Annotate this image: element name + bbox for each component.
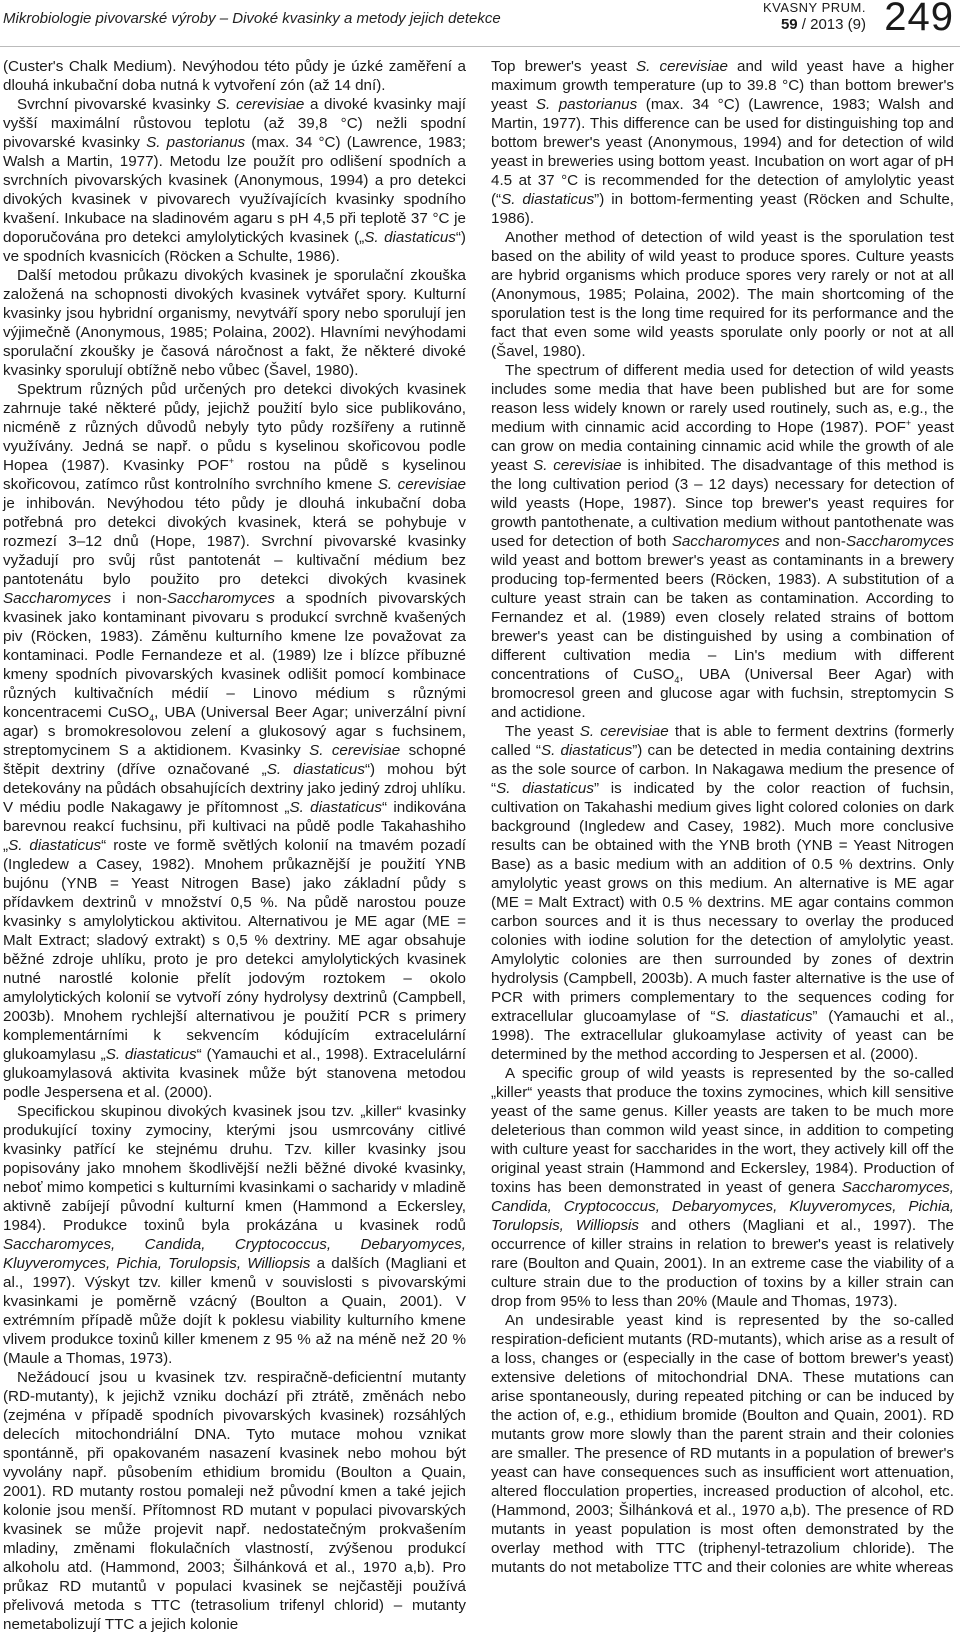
paragraph: Svrchní pivovarské kvasinky S. cerevisiae a divoké kvasinky mají vyšší maximální růstovou teplotu (až 39,8 °C) nežli spodní pivovarské kvasinky S. pastorianus (max. 34 °C) (Lawrence, 1983; Walsh a Martin, 1977). Metodu lze použít pro odlišení spodních a svrchních pivovarských kvasinek (Anonymous, 1994) a pro detekci divokých kvasinek v pivovarech využívajících kvasinky spodního kvašení. Inkubace na sladinovém agaru s pH 4,5 při teplotě 37 °C je doporučována pro detekci amylolytických kvasinek („S. diastaticus“) ve spodních kvasnicích (Röcken a Schulte, 1986).: [3, 96, 466, 265]
paragraph: Další metodou průkazu divokých kvasinek je sporulační zkouška založená na schopnosti divokých kvasinek vytvářet spory. Kulturní kvasinky jsou hybridní organismy, nevytváří spory nebo sporulují jen výjimečně (Anonymous, 1985; Polaina, 2002). Hlavními nevýhodami sporulační zkoušky je časová náročnost a fakt, že některé divoké kvasinky sporulují obtížně nebo vůbec (Šavel, 1980).: [3, 267, 466, 379]
issue-year: / 2013 (9): [797, 16, 866, 33]
paragraph: Specifickou skupinou divokých kvasinek jsou tzv. „killer“ kvasinky produkující toxiny zymociny, kterými jsou usmrcovány citlivé kvasinky patřící ke stejnému druhu. Tzv. killer kvasinky jsou popisovány jako mnohem škodlivější nežli běžné divoké kvasinky, neboť mimo kompetici s kulturními kvasinkami o sacharidy v mladině aktivně zabíjejí původní kulturní kmen (Hammond a Eckersley, 1984). Produkce toxinů byla prokázána u kvasinek rodů Saccharomyces, Candida, Cryptococcus, Debaryomyces, Kluyveromyces, Pichia, Torulopsis, Williopsis a dalších (Magliani et al., 1997). Výskyt tzv. killer kmenů v souvislosti s pivovarskými kvasinkami je poměrně vzácný (Boulton a Quain, 2001). V extrémním případě může dojít k poklesu viability kulturního kmene vlivem produkce toxinů killer kmenem z 95 % až na méně než 20 % (Maule a Thomas, 1973).: [3, 1103, 467, 1367]
paragraph: Top brewer's yeast S. cerevisiae and wild yeast have a higher maximum growth temperature (up to 39.8 °C) than bottom brewer's yeast S. pastorianus (max. 34 °C) (Lawrence, 1983; Walsh and Martin, 1977). This difference can be used for distinguishing top and bottom brewer's yeast (Anonymous, 1994) and for detection of wild yeast in breweries using bottom yeast. Incubation on wort agar of pH 4.5 at 37 °C is recommended for the detection of amylolytic yeast (“S. diastaticus”) in bottom-fermenting yeast (Röcken and Schulte, 1986).: [491, 58, 954, 227]
czech-column: [3, 57, 466, 1634]
journal-name: KVASNY PRUM.: [762, 0, 866, 15]
paragraph: The yeast S. cerevisiae that is able to ferment dextrins (formerly called “S. diastaticus”) can be detected in media containing dextrins as the sole source of carbon. In Nakagawa medium the presence of “S. diastaticus” is indicated by the color reaction of fuchsin, cultivation on Takahashi medium gives light colored colonies on dark background (Ingledew and Casey, 1982). Much more conclusive results can be obtained with the YNB broth (YNB = Yeast Nitrogen Base) as a basic medium with an addition of 0.5 % dextrins. Only amylolytic yeast grows on this medium. An alternative is ME agar (ME = Malt Extract) with 0.5 % dextrins. ME agar contains common carbon sources and it is thus necessary to overlay the produced colonies with iodine solution for the detection of amylolytic yeast. Amylolytic colonies are then surrounded by zones of dextrin hydrolysis (Campbell, 2003b). A much faster alternative is the use of PCR with primers complementary to the sequences coding for extracellular glucoamylase of “S. diastaticus” (Yamauchi et al., 1998). The extracellular glukoamylase activity of yeast can be determined by the method according to Jespersen et al. (2000).: [491, 723, 955, 1063]
issue-info: [763, 17, 866, 32]
english-column: [491, 57, 954, 1577]
paragraph: Nežádoucí jsou u kvasinek tzv. respiračně-deficientní mutanty (RD-mutanty), k jejichž vzniku dochází při ztrátě, změnách nebo (zejména v případě spodních pivovarských kvasinek) rozsáhlých delecích mitochondriální DNA. Tyto mutace mohou vznikat spontánně, při opakovaném nasazení kvasinek nebo mohou být vyvolány např. působením ethidium bromidu (Boulton a Quain, 2001). RD mutanty rostou pomaleji než původní kmen a také jejich kolonie jsou menší. Přítomnost RD mutant v populaci pivovarských kvasinek se může projevit např. nedostatečným prokvašením mladiny, změnami flokulačních vlastností, zvýšenou produkcí alkoholu atd. (Hammond, 2003; Šilhánková et al., 1970 a,b). Pro průkaz RD mutantů v populaci kvasinek se nejčastěji používá přelivová metoda s TTC (tetrasolium trifenyl chlorid) – mutanty nemetabolizují TTC a jejich kolonie: [3, 1369, 466, 1633]
paragraph: Another method of detection of wild yeast is the sporulation test based on the ability of wild yeast to produce spores. Culture yeasts are hybrid organisms which produce spores very rarely or not at all (Anonymous, 1985; Polaina, 2002). The main shortcoming of the sporulation test is the long time required for its performance and the fact that even some wild yeasts sporulate only poorly or not at all (Šavel, 1980).: [491, 229, 954, 360]
journal-info: [763, 0, 866, 32]
volume-number: 59: [780, 16, 798, 33]
page-number: 249: [884, 0, 954, 39]
header-divider: [0, 46, 960, 47]
paragraph: A specific group of wild yeasts is represented by the so-called „killer“ yeasts that produce the toxins zymocines, which kill sensitive yeast of the same genus. Killer yeasts are taken to be much more deleterious than common wild yeast since, in addition to competing with culture yeast for saccharides in the wort, they actively kill off the original yeast strain (Hammond and Eckersley, 1984). Production of toxins has been demonstrated in yeast of genera Saccharomyces, Candida, Cryptococcus, Debaryomyces, Kluyveromyces, Pichia, Torulopsis, Williopsis and others (Magliani et al., 1997). The occurrence of killer strains in relation to brewer's yeast is relatively rare (Boulton and Quain, 2001). In an extreme case the viability of a culture strain due to the production of toxins by a killer strain can drop from 95% to less than 20% (Maule and Thomas, 1973).: [491, 1065, 954, 1310]
page-header: [0, 0, 960, 48]
running-title: Mikrobiologie pivovarské výroby – Divoké kvasinky a metody jejich detekce: [3, 10, 501, 27]
paragraph: (Custer's Chalk Medium). Nevýhodou této půdy je úzké zaměření a dlouhá inkubační doba nutná k vytvoření zón (až 14 dní).: [3, 58, 466, 94]
paragraph: Spektrum různých půd určených pro detekci divokých kvasinek zahrnuje také některé půdy, jejichž použití bylo sice publikováno, nicméně z různých důvodů nebyly tyto půdy rozšířeny a rutinně využívány. Jedná se např. o půdu s kyselinou skořicovou podle Hopea (1987). Kvasinky POF+ rostou na půdě s kyselinou skořicovou, zatímco růst kontrolního svrchního kmene S. cerevisiae je inhibován. Nevýhodou této půdy je dlouhá inkubační doba potřebná pro detekci divokých kvasinek, která se pohybuje v rozmezí 3–12 dnů (Hope, 1987). Svrchní pivovarské kvasinky vyžadují pro svůj růst pantotenát – kultivační médium bez pantotenátu bylo použito pro detekci divokých kvasinek Saccharomyces i non-Saccharomyces a spodních pivovarských kvasinek jako kontaminant pivovaru s produkcí svrchně kvašených piv (Röcken, 1983). Záměnu kulturního kmene lze považovat za kontaminaci. Podle Fernandeze et al. (1989) lze i blízce příbuzné kmeny spodních pivovarských kvasinek odlišit pomocí kombinace různých kultivačních médií – Linovo médium s různými koncentracemi CuSO$_4$, UBA (Universal Beer Agar; univerzální pivní agar) s bromokresolovou zelení a glukosový agar s fuchsinem, streptomycinem S a aktidionem. Kvasinky S. cerevisiae schopné štěpit dextriny (dříve označované „S. diastaticus“) mohou být detekovány na půdách obsahujících dextriny jako jediný zdroj uhlíku. V médiu podle Nakagawy je přítomnost „S. diastaticus“ indikována barevnou reakcí fuchsinu, při kultivaci na půdě podle Takahashiho „S. diastaticus“ roste ve formě světlých kolonií na tmavém pozadí (Ingledew a Casey, 1982). Mnohem průkaznější je použití YNB bujónu (YNB = Yeast Nitrogen Base) jako základní půdy s přídavkem dextrinů v množství 0,5 %. Na půdě narostou pouze kvasinky s amylolytickou aktivitou. Alternativou je ME agar (ME = Malt Extract; sladový extrakt) s 0,5 % dextriny. ME agar obsahuje běžné zdroje uhlíku, proto je pro detekci amylolytických kvasinek nutné narostlé kolonie přelít jodovým roztokem – okolo amylolytických kolonií se vytvoří zóny hydrolysy dextrinů (Campbell, 2003b). Mnohem rychlejší alternativou je použití PCR s primery komplementárními k sekvencím kódujícím extracelulární glukoamylasu „S. diastaticus“ (Yamauchi et al., 1998). Extracelulární glukoamylasová aktivita kvasinek může být stanovena metodou podle Jespersena et al. (2000).: [3, 381, 467, 1101]
paragraph: An undesirable yeast kind is represented by the so-called respiration-deficient mutants (RD-mutants), which arise as a result of a loss, changes or (especially in the case of bottom brewer's yeast) extensive deletions of mitochondrial DNA. These mutations can arise spontaneously, during repeated pitching or can be induced by the action of, e.g., ethidium bromide (Boulton and Quain, 2001). RD mutants grow more slowly than the parent strain and their colonies are smaller. The presence of RD mutants in a population of brewer's yeast can have consequences such as insufficient wort attenuation, altered flocculation properties, increased production of alcohol, etc. (Hammond, 2003; Šilhánková et al., 1970 a,b). The presence of RD mutants in yeast population is most often demonstrated by the overlay method with TTC (triphenyl-tetrazolium chloride). The mutants do not metabolize TTC and their colonies are white whereas: [491, 1312, 954, 1576]
paragraph: The spectrum of different media used for detection of wild yeasts includes some media that have been published but are for some reason less widely known or rarely used routinely, such as, e.g., the medium with cinnamic acid according to Hope (1987). POF+ yeast can grow on media containing cinnamic acid while the growth of ale yeast S. cerevisiae is inhibited. The disadvantage of this method is the long cultivation period (3 – 12 days) necessary for detection of wild yeasts (Hope, 1987). Since top brewer's yeast requires for growth pantothenate, a cultivation medium without pantothenate was used for detection of both Saccharomyces and non-Saccharomyces wild yeast and bottom brewer's yeast as contaminants in a brewery producing top-fermented beers (Röcken, 1983). A substitution of a culture yeast strain can be taken as contamination. According to Fernandez et al. (1989) even closely related strains of bottom brewer's yeast can be distinguished by using a combination of different cultivation media – Lin's medium with different concentrations of CuSO$_4$, UBA (Universal Beer Agar) with bromocresol green and glucose agar with fuchsin, streptomycin S and actidione.: [491, 362, 954, 721]
